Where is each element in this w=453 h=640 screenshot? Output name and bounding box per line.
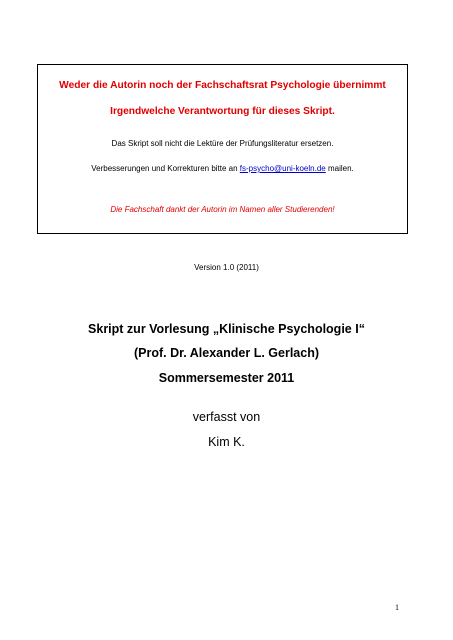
author-label: verfasst von bbox=[192, 410, 261, 424]
lecturer-name: (Prof. Dr. Alexander L. Gerlach) bbox=[133, 346, 319, 360]
version-label: Version 1.0 (2011) bbox=[194, 263, 259, 272]
document-title: Skript zur Vorlesung „Klinische Psychologie I“ bbox=[88, 322, 365, 336]
corrections-suffix: mailen. bbox=[325, 164, 354, 173]
corrections-note bbox=[38, 164, 407, 174]
author-name: Kim K. bbox=[208, 435, 245, 449]
disclaimer-box bbox=[37, 64, 408, 234]
warning-line-2: Irgendwelche Verantwortung für dieses Skript. bbox=[110, 106, 335, 117]
semester-label: Sommersemester 2011 bbox=[158, 371, 295, 385]
thanks-note: Die Fachschaft dankt der Autorin im Namen aller Studierenden! bbox=[110, 205, 335, 214]
literature-note: Das Skript soll nicht die Lektüre der Prüfungsliteratur ersetzen. bbox=[111, 139, 334, 148]
corrections-prefix: Verbesserungen und Korrekturen bitte an bbox=[91, 164, 240, 173]
warning-line-1: Weder die Autorin noch der Fachschaftsrat Psychologie übernimmt bbox=[59, 80, 386, 91]
page-number: 1 bbox=[395, 603, 399, 612]
email-link[interactable]: fs-psycho@uni-koeln.de bbox=[239, 164, 326, 173]
